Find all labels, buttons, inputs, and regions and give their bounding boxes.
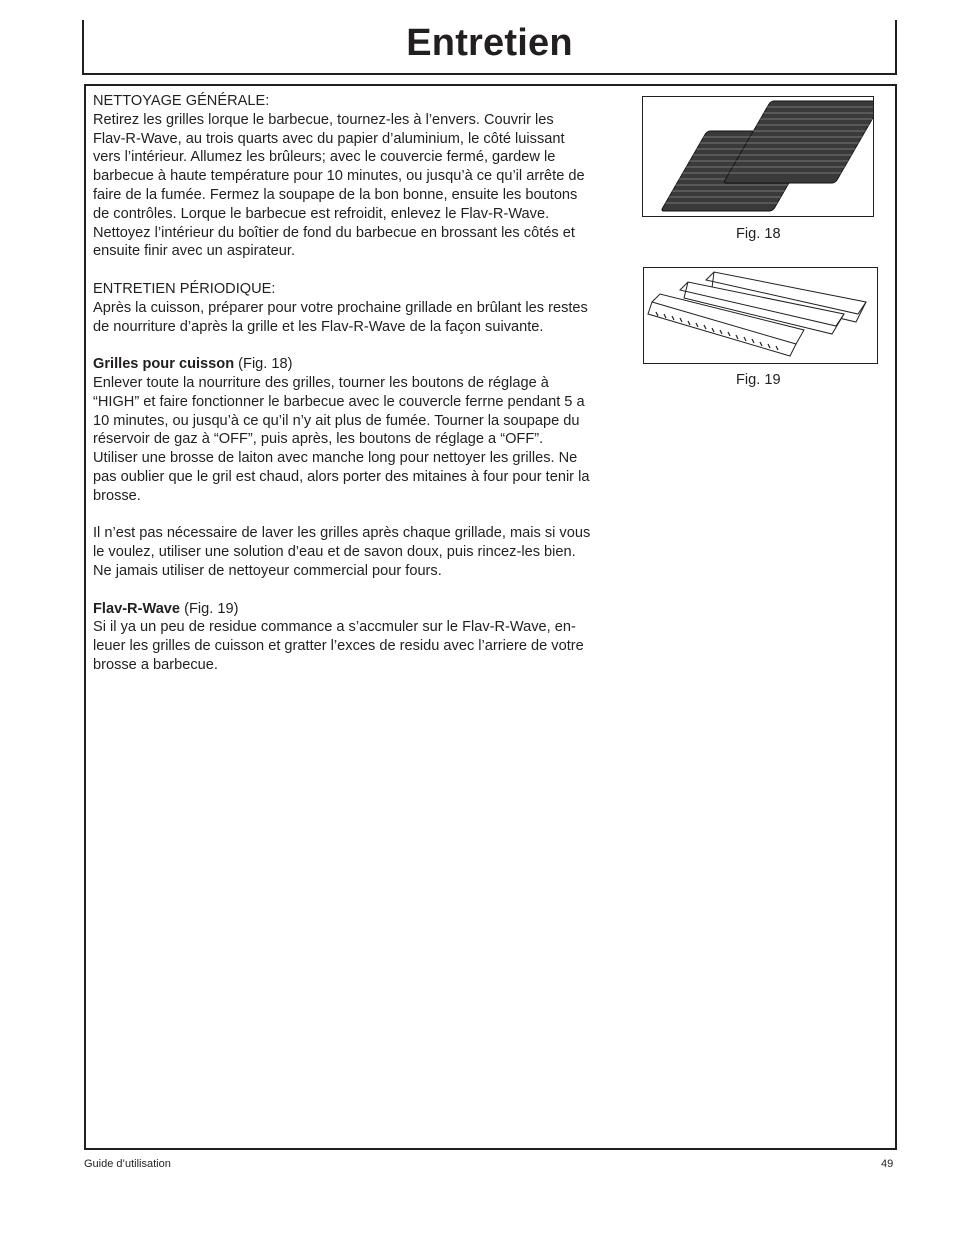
paragraph-line: brosse a barbecue.: [93, 656, 218, 673]
text-column: [93, 92, 633, 694]
paragraph-line: réservoir de gaz à “OFF”, puis après, les boutons de réglage a “OFF”.: [93, 431, 544, 448]
figure-18-caption: Fig. 18: [736, 226, 781, 242]
paragraph-line: Flav-R-Wave, au trois quarts avec du papier d’aluminium, le côté luissant: [93, 130, 565, 147]
flav-r-wave-illustration: [644, 268, 877, 363]
paragraph-line: de nourriture d’après la grille et les Flav-R-Wave de la façon suivante.: [93, 318, 544, 335]
paragraph-line: Retirez les grilles lorque le barbecue, tournez-les à l’envers. Couvrir les: [93, 111, 554, 128]
heading-figure-ref: (Fig. 18): [234, 356, 293, 373]
section-heading: NETTOYAGE GÉNÉRALE:: [93, 93, 270, 109]
section-flav-r-wave: [93, 600, 633, 675]
paragraph-line: 10 minutes, ou jusqu’à ce qu’il n’y ait plus de fumée. Tourner la soupape du: [93, 412, 580, 429]
paragraph-line: Il n’est pas nécessaire de laver les grilles après chaque grillade, mais si vous: [93, 525, 591, 542]
title-frame: [82, 20, 897, 75]
paragraph-line: Si il ya un peu de residue commance a s’accmuler sur le Flav-R-Wave, en-: [93, 619, 576, 636]
section-general: [93, 92, 633, 261]
heading-bold: Flav-R-Wave: [93, 600, 181, 617]
section-grilles: [93, 355, 633, 505]
footer-document-title: Guide d’utilisation: [84, 1158, 171, 1170]
cooking-grates-illustration: [643, 97, 873, 216]
section-heading: ENTRETIEN PÉRIODIQUE:: [93, 280, 276, 297]
section-heading: [93, 355, 633, 374]
section-heading: [93, 600, 633, 619]
paragraph-line: de contrôles. Lorque le barbecue est refroidit, enlevez le Flav-R-Wave.: [93, 205, 550, 222]
paragraph-line: pas oublier que le gril est chaud, alors porter des mitaines à four pour tenir la: [93, 468, 590, 485]
section-periodic: [93, 280, 633, 336]
heading-bold: Grilles pour cuisson: [93, 356, 235, 373]
figure-19-caption: Fig. 19: [736, 372, 781, 388]
paragraph-line: le voulez, utiliser une solution d’eau et de savon doux, puis rincez-les bien.: [93, 544, 576, 561]
paragraph-line: leuer les grilles de cuisson et gratter l’exces de residu avec l’arriere de votre: [93, 638, 584, 655]
paragraph-line: Ne jamais utiliser de nettoyeur commercial pour fours.: [93, 562, 442, 579]
paragraph-line: ensuite finir avec un aspirateur.: [93, 243, 295, 260]
paragraph-line: Après la cuisson, préparer pour votre prochaine grillade en brûlant les restes: [93, 299, 588, 316]
paragraph-line: Nettoyez l’intérieur du boîtier de fond du barbecue en brossant les côtés et: [93, 224, 575, 241]
figure-18-cooking-grates: [642, 96, 874, 217]
paragraph-line: vers l’intérieur. Allumez les brûleurs; avec le couvercie fermé, gardew le: [93, 149, 556, 166]
paragraph-line: barbecue à haute température pour 10 minutes, ou jusqu’à ce qu’il arrête de: [93, 168, 585, 185]
paragraph-line: faire de la fumée. Fermez la soupape de la bon bonne, ensuite les boutons: [93, 186, 578, 203]
paragraph-line: Utiliser une brosse de laiton avec manche long pour nettoyer les grilles. Ne: [93, 450, 578, 467]
paragraph-line: brosse.: [93, 487, 141, 504]
page-title: Entretien: [406, 22, 573, 64]
footer-page-number: 49: [881, 1158, 894, 1170]
paragraph-line: “HIGH” et faire fonctionner le barbecue avec le couvercle ferrne pendant 5 a: [93, 393, 585, 410]
section-wash: [93, 524, 633, 580]
heading-figure-ref: (Fig. 19): [180, 600, 239, 617]
figure-19-flav-r-wave: [643, 267, 878, 364]
paragraph-line: Enlever toute la nourriture des grilles, tourner les boutons de réglage à: [93, 374, 549, 391]
